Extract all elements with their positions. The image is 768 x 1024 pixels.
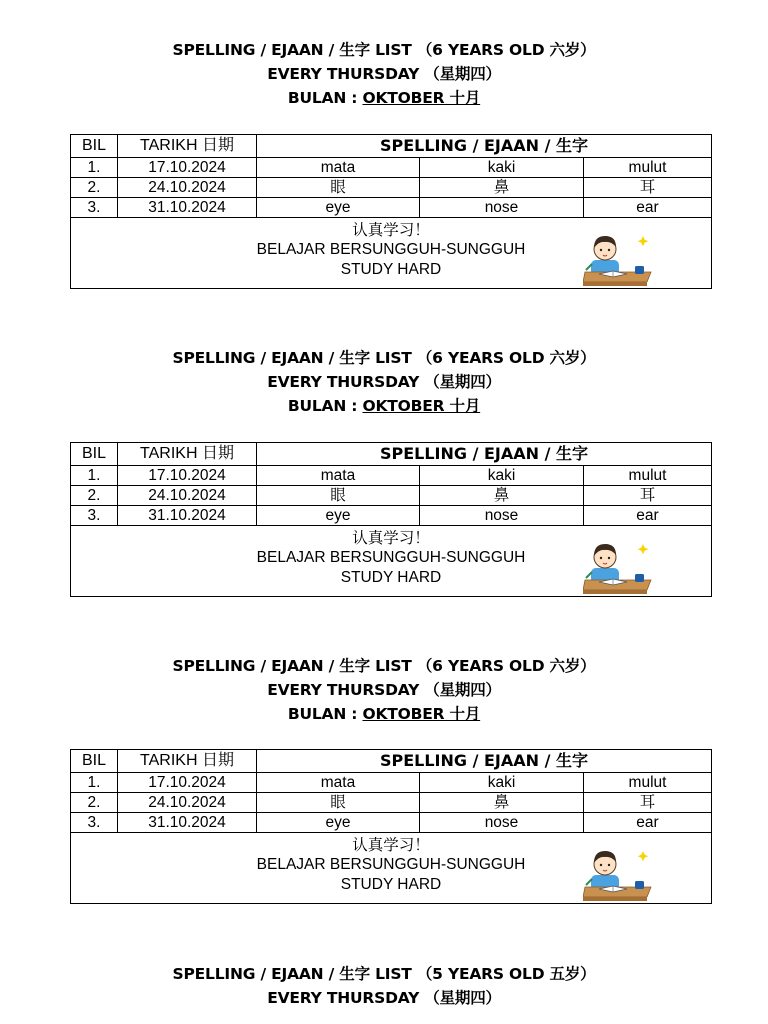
row-number: 3. — [71, 198, 118, 218]
word-cell: 鼻 — [420, 793, 584, 813]
sheet-4-heading — [0, 962, 768, 1010]
sheet-subtitle: EVERY THURSDAY （星期四） — [267, 373, 501, 391]
word-cell: eye — [257, 198, 420, 218]
table-row — [71, 486, 712, 506]
footer-row — [71, 833, 712, 904]
table-row — [71, 793, 712, 813]
table-row — [71, 813, 712, 833]
header-spelling: SPELLING / EJAAN / 生字 — [257, 135, 712, 158]
footer-motto-malay: BELAJAR BERSUNGGUH-SUNGGUH — [256, 241, 526, 258]
header-bil: BIL — [71, 135, 118, 158]
word-cell: ear — [584, 813, 712, 833]
table-row — [71, 466, 712, 486]
word-cell: mata — [257, 773, 420, 793]
row-number: 2. — [71, 486, 118, 506]
sheet-3-heading — [0, 654, 768, 726]
word-cell: mulut — [584, 158, 712, 178]
sheet-1-table — [70, 134, 712, 289]
table-header-row — [71, 443, 712, 466]
studying-student-illustration — [583, 845, 653, 903]
word-cell: 耳 — [584, 178, 712, 198]
table-header-row — [71, 750, 712, 773]
word-cell: kaki — [420, 158, 584, 178]
sheet-subtitle: EVERY THURSDAY （星期四） — [267, 681, 501, 699]
sheet-title: SPELLING / EJAAN / 生字 LIST （6 YEARS OLD 六岁） — [172, 657, 596, 675]
row-date: 17.10.2024 — [118, 158, 257, 178]
row-number: 1. — [71, 158, 118, 178]
month-value: OKTOBER 十月 — [362, 705, 481, 723]
row-date: 31.10.2024 — [118, 506, 257, 526]
table-row — [71, 198, 712, 218]
footer-motto-chinese: 认真学习！ — [352, 529, 430, 547]
word-cell: eye — [257, 506, 420, 526]
word-cell: 鼻 — [420, 178, 584, 198]
studying-student-illustration — [583, 230, 653, 288]
word-cell: 耳 — [584, 486, 712, 506]
footer-motto-chinese: 认真学习！ — [352, 221, 430, 239]
footer-motto-english: STUDY HARD — [340, 876, 442, 893]
row-number: 3. — [71, 813, 118, 833]
word-cell: nose — [420, 813, 584, 833]
header-bil: BIL — [71, 443, 118, 466]
header-bil: BIL — [71, 750, 118, 773]
row-number: 1. — [71, 773, 118, 793]
row-number: 3. — [71, 506, 118, 526]
row-number: 2. — [71, 793, 118, 813]
table-row — [71, 506, 712, 526]
word-cell: 眼 — [257, 486, 420, 506]
sheet-title: SPELLING / EJAAN / 生字 LIST （5 YEARS OLD 五岁） — [172, 965, 596, 983]
month-value: OKTOBER 十月 — [362, 89, 481, 107]
footer-motto-english: STUDY HARD — [340, 569, 442, 586]
studying-student-illustration — [583, 538, 653, 596]
sheet-2-table — [70, 442, 712, 597]
row-number: 1. — [71, 466, 118, 486]
row-date: 31.10.2024 — [118, 813, 257, 833]
month-value: OKTOBER 十月 — [362, 397, 481, 415]
row-date: 24.10.2024 — [118, 178, 257, 198]
word-cell: mulut — [584, 466, 712, 486]
month-prefix: BULAN : — [287, 705, 363, 723]
row-date: 24.10.2024 — [118, 793, 257, 813]
sheet-title: SPELLING / EJAAN / 生字 LIST （6 YEARS OLD 六岁） — [172, 41, 596, 59]
sheet-2-heading — [0, 346, 768, 418]
sheet-1-heading — [0, 38, 768, 110]
word-cell: 鼻 — [420, 486, 584, 506]
row-date: 31.10.2024 — [118, 198, 257, 218]
word-cell: mata — [257, 466, 420, 486]
table-row — [71, 773, 712, 793]
word-cell: kaki — [420, 773, 584, 793]
row-number: 2. — [71, 178, 118, 198]
header-spelling: SPELLING / EJAAN / 生字 — [257, 443, 712, 466]
footer-motto-malay: BELAJAR BERSUNGGUH-SUNGGUH — [256, 856, 526, 873]
row-date: 24.10.2024 — [118, 486, 257, 506]
row-date: 17.10.2024 — [118, 466, 257, 486]
month-prefix: BULAN : — [287, 397, 363, 415]
word-cell: kaki — [420, 466, 584, 486]
sheet-month-line — [0, 702, 768, 726]
word-cell: mata — [257, 158, 420, 178]
word-cell: ear — [584, 506, 712, 526]
sheet-subtitle: EVERY THURSDAY （星期四） — [267, 989, 501, 1007]
footer-motto-chinese: 认真学习！ — [352, 836, 430, 854]
word-cell: eye — [257, 813, 420, 833]
header-tarikh: TARIKH 日期 — [118, 135, 257, 158]
word-cell: 耳 — [584, 793, 712, 813]
table-row — [71, 158, 712, 178]
word-cell: mulut — [584, 773, 712, 793]
word-cell: nose — [420, 198, 584, 218]
footer-row — [71, 526, 712, 597]
sheet-month-line — [0, 394, 768, 418]
word-cell: 眼 — [257, 178, 420, 198]
footer-cell — [71, 833, 712, 904]
header-tarikh: TARIKH 日期 — [118, 443, 257, 466]
footer-cell — [71, 526, 712, 597]
sheet-month-line — [0, 86, 768, 110]
sheet-subtitle: EVERY THURSDAY （星期四） — [267, 65, 501, 83]
month-prefix: BULAN : — [287, 89, 363, 107]
table-header-row — [71, 135, 712, 158]
sheet-3-table — [70, 749, 712, 904]
footer-motto-english: STUDY HARD — [340, 261, 442, 278]
word-cell: ear — [584, 198, 712, 218]
header-tarikh: TARIKH 日期 — [118, 750, 257, 773]
footer-motto-malay: BELAJAR BERSUNGGUH-SUNGGUH — [256, 549, 526, 566]
sheet-title: SPELLING / EJAAN / 生字 LIST （6 YEARS OLD 六岁） — [172, 349, 596, 367]
word-cell: 眼 — [257, 793, 420, 813]
row-date: 17.10.2024 — [118, 773, 257, 793]
footer-row — [71, 218, 712, 289]
footer-cell — [71, 218, 712, 289]
table-row — [71, 178, 712, 198]
header-spelling: SPELLING / EJAAN / 生字 — [257, 750, 712, 773]
word-cell: nose — [420, 506, 584, 526]
